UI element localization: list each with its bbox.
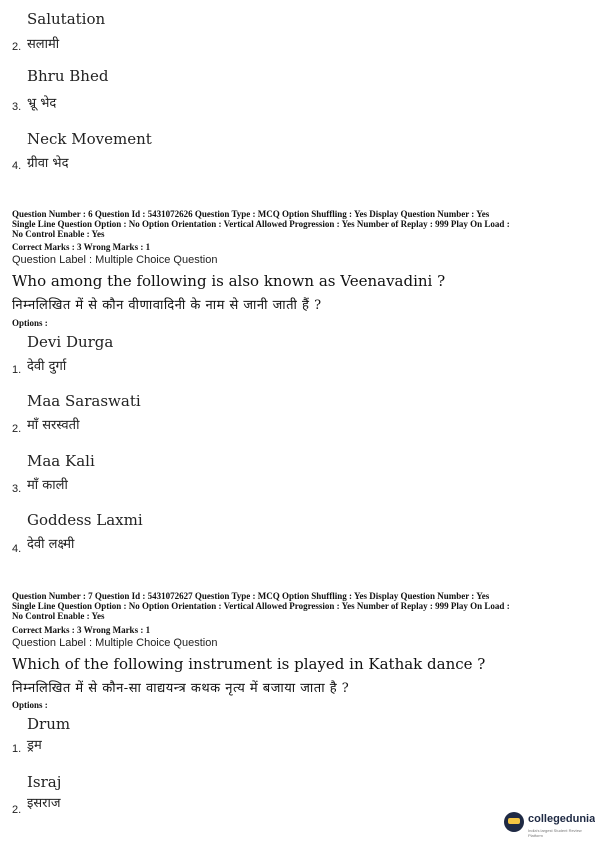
prev-option-2-en: Salutation <box>27 10 106 28</box>
q6-option-3-number: 3. <box>12 483 22 495</box>
logo-text: collegedunia <box>528 813 595 825</box>
q7-meta-line-1: Question Number : 7 Question Id : 5431072627 Question Type : MCQ Option Shuffling : Yes Display Question Number : Yes <box>12 591 490 601</box>
collegedunia-logo <box>500 808 595 838</box>
q7-option-1-hi: ड्रम <box>27 738 42 753</box>
prev-option-4-en: Neck Movement <box>27 130 152 148</box>
q6-option-3-en: Maa Kali <box>27 452 95 470</box>
q7-question-hi: निम्नलिखित में से कौन-सा वाद्ययन्त्र कथक नृत्य में बजाया जाता है ? <box>12 681 350 696</box>
q6-option-3-hi: माँ काली <box>27 478 68 493</box>
q7-option-1-en: Drum <box>27 715 71 733</box>
q7-option-2-number: 2. <box>12 804 22 816</box>
prev-option-3-en: Bhru Bhed <box>27 67 109 85</box>
q6-option-4-en: Goddess Laxmi <box>27 511 143 529</box>
q7-options-heading: Options : <box>12 700 48 710</box>
q6-option-2-hi: माँ सरस्वती <box>27 418 80 433</box>
q6-option-4-number: 4. <box>12 543 22 555</box>
q6-question-label: Question Label : Multiple Choice Question <box>12 254 218 266</box>
q6-meta-line-2: Single Line Question Option : No Option Orientation : Vertical Allowed Progression : Yes Number of Replay : 999 Play On Load : <box>12 219 510 229</box>
q6-option-2-number: 2. <box>12 423 22 435</box>
q7-option-2-en: Israj <box>27 773 62 791</box>
q6-option-1-hi: देवी दुर्गा <box>27 359 67 374</box>
q6-meta-line-1: Question Number : 6 Question Id : 5431072626 Question Type : MCQ Option Shuffling : Yes Display Question Number : Yes <box>12 209 490 219</box>
q6-option-1-number: 1. <box>12 364 22 376</box>
q7-option-2-hi: इसराज <box>27 796 61 811</box>
q7-question-en: Which of the following instrument is played in Kathak dance ? <box>12 655 486 673</box>
q6-option-4-hi: देवी लक्ष्मी <box>27 537 75 552</box>
prev-option-3-number: 3. <box>12 101 22 113</box>
prev-option-2-number: 2. <box>12 41 22 53</box>
prev-option-4-hi: ग्रीवा भेद <box>27 156 69 171</box>
prev-option-2-hi: सलामी <box>27 37 60 52</box>
q6-meta-line-3: No Control Enable : Yes <box>12 229 105 239</box>
q7-option-1-number: 1. <box>12 743 22 755</box>
q6-option-1-en: Devi Durga <box>27 333 114 351</box>
q7-question-label: Question Label : Multiple Choice Question <box>12 637 218 649</box>
q6-question-hi: निम्नलिखित में से कौन वीणावादिनी के नाम से जानी जाती हैं ? <box>12 298 322 313</box>
prev-option-3-hi: भ्रू भेद <box>27 96 57 111</box>
q6-marks: Correct Marks : 3 Wrong Marks : 1 <box>12 242 151 252</box>
q7-meta-line-2: Single Line Question Option : No Option Orientation : Vertical Allowed Progression : Yes Number of Replay : 999 Play On Load : <box>12 601 510 611</box>
q6-question-en: Who among the following is also known as Veenavadini ? <box>12 272 446 290</box>
q6-option-2-en: Maa Saraswati <box>27 392 141 410</box>
mascot-icon <box>504 812 524 832</box>
prev-option-4-number: 4. <box>12 160 22 172</box>
q7-marks: Correct Marks : 3 Wrong Marks : 1 <box>12 625 151 635</box>
q7-meta-line-3: No Control Enable : Yes <box>12 611 105 621</box>
q6-options-heading: Options : <box>12 318 48 328</box>
logo-tagline: India's largest Student Review Platform <box>528 828 582 838</box>
